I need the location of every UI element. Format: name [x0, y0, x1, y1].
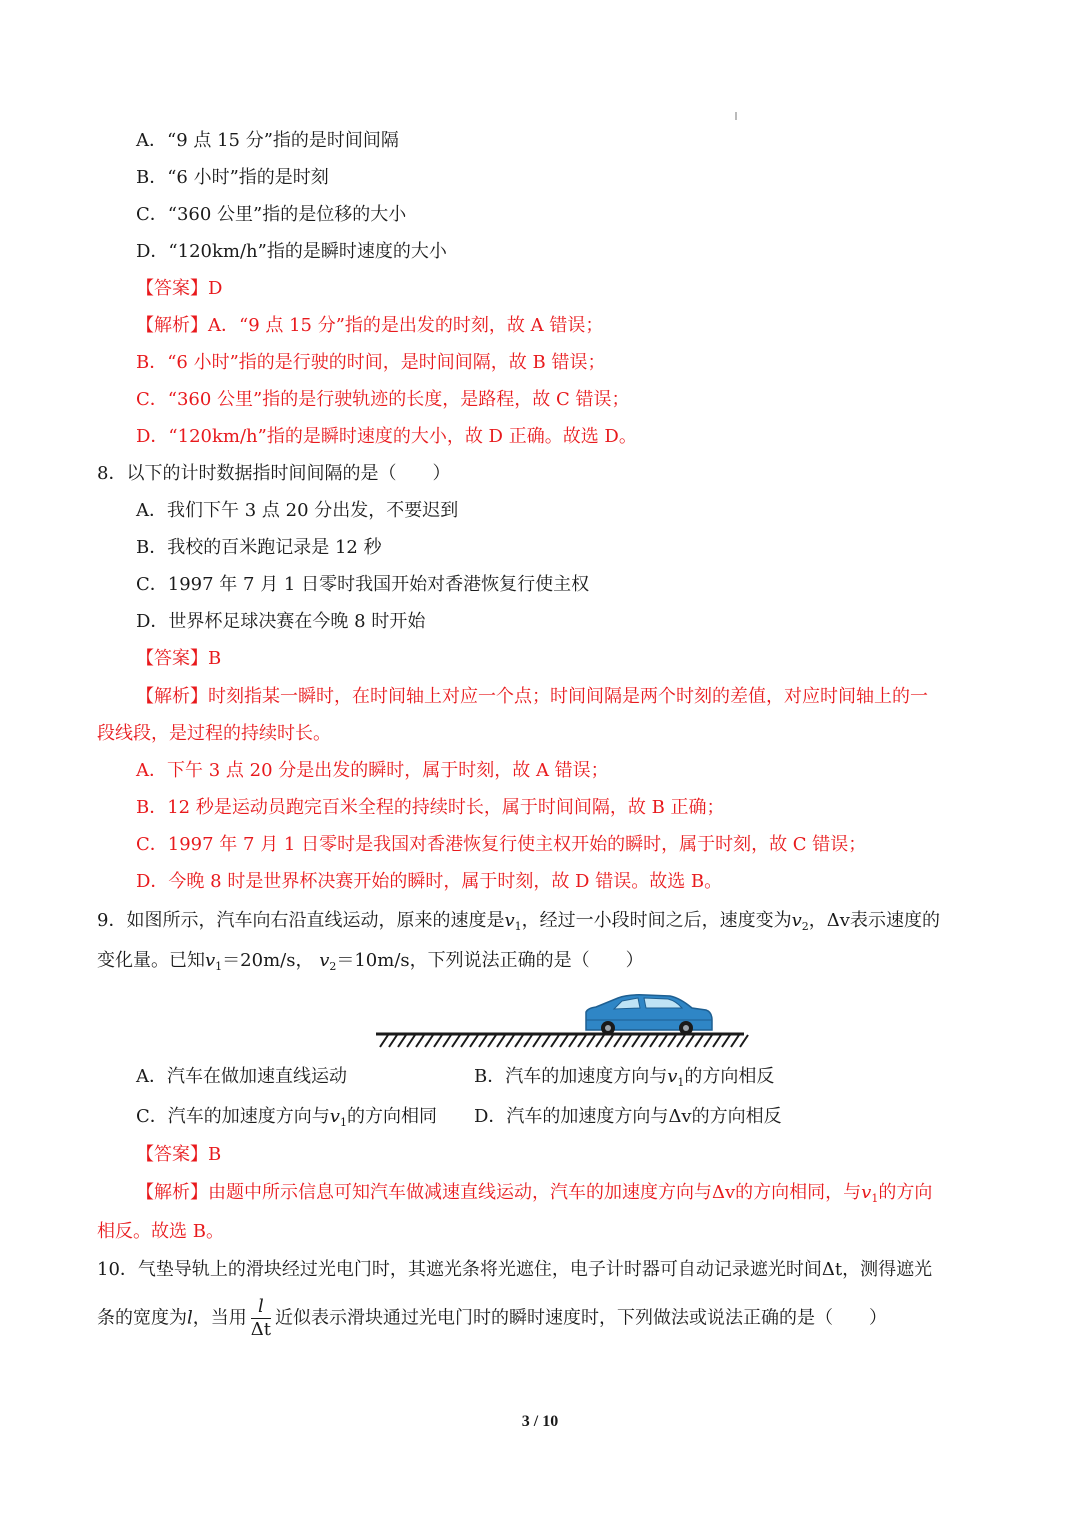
q8-explanation-4: B．12 秒是运动员跑完百米全程的持续时长，属于时间间隔，故 B 正确； [136, 797, 725, 818]
car-icon [586, 995, 712, 1035]
q8-option-c: C．1997 年 7 月 1 日零时我国开始对香港恢复行使主权 [136, 574, 590, 595]
q8-option-d: D．世界杯足球决赛在今晚 8 时开始 [136, 611, 426, 632]
q9-stem-line-2: 变化量。已知$v_1=20m/s$， $v_2=10m/s$，下列说法正确的是（ ） [97, 950, 644, 973]
q7-explanation-2: B．“6 小时”指的是行驶的时间，是时间间隔，故 B 错误； [136, 352, 606, 373]
q8-explanation-3: A．下午 3 点 20 分是出发的瞬时，属于时刻，故 A 错误； [136, 760, 609, 781]
q8-stem: 8．以下的计时数据指时间间隔的是（ ） [97, 463, 451, 484]
q10-stem-line-2: 条的宽度为l，当用 $\frac{l}{\Delta t}$ 近似表示滑块通过光电门时的瞬时速度时，下列做法或说法正确的是（ ） [97, 1296, 887, 1340]
q9-explanation-1: 【解析】由题中所示信息可知汽车做减速直线运动，汽车的加速度方向与Δv的方向相同，与$v_1$的方向 [136, 1182, 933, 1205]
q8-answer: 【答案】B [136, 648, 222, 669]
q9-option-b: B．汽车的加速度方向与$v_1$的方向相反 [474, 1066, 775, 1089]
car-on-road-figure [370, 990, 750, 1050]
q9-stem-line-1: 9．如图所示，汽车向右沿直线运动，原来的速度是$v_1$，经过一小段时间之后，速度变为$v_2$，Δv表示速度的 [97, 910, 940, 933]
q10-stem-line-1: 10．气垫导轨上的滑块经过光电门时，其遮光条将光遮住，电子计时器可自动记录遮光时间Δt，测得遮光 [97, 1259, 933, 1280]
q8-explanation-2: 段线段，是过程的持续时长。 [97, 723, 331, 744]
page-mark [735, 112, 737, 120]
q7-explanation-3: C．“360 公里”指的是行驶轨迹的长度，是路程，故 C 错误； [136, 389, 630, 410]
q9-option-a: A．汽车在做加速直线运动 [136, 1066, 347, 1087]
l-over-dt-fraction: $\frac{l}{\Delta t}$ [250, 1296, 271, 1340]
q8-explanation-6: D．今晚 8 时是世界杯决赛开始的瞬时，属于时刻，故 D 错误。故选 B。 [136, 871, 723, 892]
ground-hatch [376, 1034, 748, 1047]
q7-explanation-1: 【解析】A．“9 点 15 分”指的是出发的时刻，故 A 错误； [136, 315, 604, 336]
q7-explanation-4: D．“120km/h”指的是瞬时速度的大小，故 D 正确。故选 D。 [136, 426, 637, 447]
q7-option-b: B．“6 小时”指的是时刻 [136, 167, 329, 188]
q9-answer: 【答案】B [136, 1144, 222, 1165]
q7-option-d: D．“120km/h”指的是瞬时速度的大小 [136, 241, 447, 262]
page-number: 3 / 10 [521, 1413, 559, 1430]
q9-option-d: D．汽车的加速度方向与Δv的方向相反 [474, 1106, 782, 1127]
q9-explanation-2: 相反。故选 B。 [97, 1221, 224, 1242]
q8-explanation-5: C．1997 年 7 月 1 日零时是我国对香港恢复行使主权开始的瞬时，属于时刻，故 C 错误； [136, 834, 867, 855]
q9-option-c: C．汽车的加速度方向与$v_1$的方向相同 [136, 1106, 437, 1129]
q8-option-b: B．我校的百米跑记录是 12 秒 [136, 537, 382, 558]
q7-option-c: C．“360 公里”指的是位移的大小 [136, 204, 407, 225]
q7-answer: 【答案】D [136, 278, 223, 299]
q8-explanation-1: 【解析】时刻指某一瞬时，在时间轴上对应一个点；时间间隔是两个时刻的差值，对应时间轴上的一 [136, 686, 928, 707]
q7-option-a: A．“9 点 15 分”指的是时间间隔 [136, 130, 399, 151]
q8-option-a: A．我们下午 3 点 20 分出发，不要迟到 [136, 500, 459, 521]
